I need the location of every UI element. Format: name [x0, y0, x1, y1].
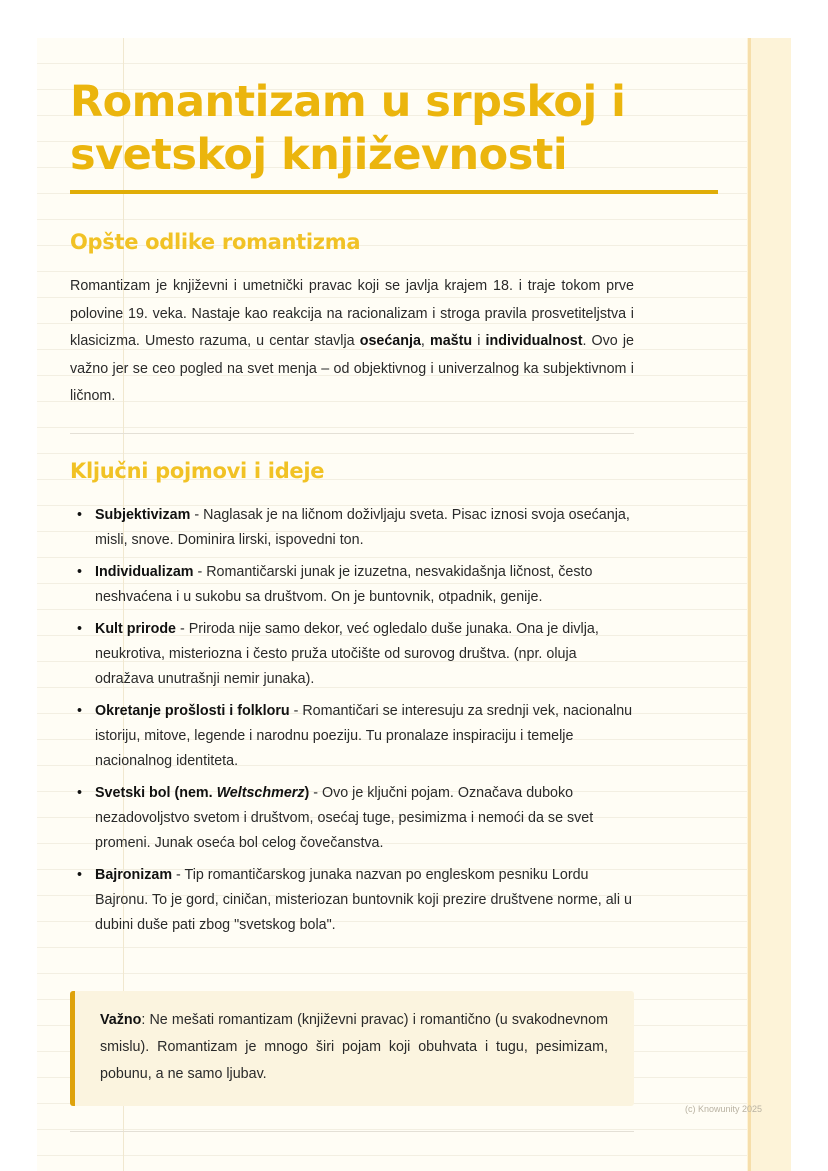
concepts-list: [70, 503, 636, 945]
callout-body: : Ne mešati romantizam (književni pravac) i romantično (u svakodnevnom smislu). Romantizam je mnogo širi pojam koji obuhvata i tugu, pesimizam, pobunu, a ne samo ljubav.: [100, 1012, 608, 1082]
list-item: [70, 617, 636, 692]
bullet-mark: •: [77, 564, 83, 580]
list-item: [70, 503, 636, 553]
concept-text: - Tip romantičarskog junaka nazvan po engleskom pesniku Lordu Bajronu. To je gord, ciničan, misteriozan buntovnik koji prezire društvene norme, ali u dubini duše pati zbog "svetskog bola".: [95, 867, 632, 933]
intro-sep-1: ,: [420, 333, 431, 349]
concept-term-start: Svetski bol (nem.: [95, 785, 217, 801]
concept-term: Okretanje prošlosti i folkloru: [95, 703, 290, 719]
list-item: [70, 699, 636, 774]
section-heading-concepts: Ključni pojmovi i ideje: [70, 459, 325, 483]
copyright-notice: (c) Knowunity 2025: [685, 1104, 763, 1114]
intro-sep-2: i: [472, 333, 486, 349]
concept-text: - Romantičari se interesuju za srednji vek, nacionalnu istoriju, mitove, legende i narodnu poeziju. Tu pronalaze inspiraciju i temelje nacionalnog identiteta.: [95, 703, 633, 769]
concept-text: - Naglasak je na ličnom doživljaju sveta. Pisac iznosi svoja osećanja, misli, snove. Dominira lirski, ispovedni ton.: [95, 507, 630, 548]
concept-text: - Romantičarski junak je izuzetna, nesvakidašnja ličnost, često neshvaćena i u sukobu sa društvom. On je buntovnik, otpadnik, genije.: [95, 564, 593, 605]
intro-bold-feelings: osećanja: [359, 333, 421, 349]
bottom-divider: [70, 1131, 634, 1132]
concept-term: [95, 785, 309, 801]
bullet-mark: •: [77, 785, 83, 801]
bullet-mark: •: [77, 867, 83, 883]
page-title: Romantizam u srpskoj i svetskoj književnosti: [70, 77, 626, 180]
bullet-mark: •: [77, 703, 83, 719]
intro-bold-individuality: individualnost: [485, 333, 583, 349]
important-callout: [70, 991, 634, 1106]
section-divider: [70, 433, 634, 434]
concept-term-italic: Weltschmerz: [216, 785, 305, 801]
concept-text: - Ovo je ključni pojam. Označava duboko nezadovoljstvo svetom i društvom, osećaj tuge, pesimizma i nemoći da se svet promeni. Junak oseća bol celog čovečanstva.: [95, 785, 594, 851]
bullet-mark: •: [77, 507, 83, 523]
concept-term: Bajronizam: [95, 867, 173, 883]
intro-bold-imagination: maštu: [430, 333, 473, 349]
list-item: [70, 560, 636, 610]
section-heading-general: Opšte odlike romantizma: [70, 230, 361, 254]
callout-text: [100, 1007, 608, 1088]
intro-paragraph: [70, 273, 634, 411]
right-margin-line: [748, 38, 751, 1171]
document-page: [37, 38, 791, 1171]
bullet-mark: •: [77, 621, 83, 637]
intro-text-b: . Ovo je važno jer se ceo pogled na svet menja – od objektivnog i univerzalnog ka subjektivnom i ličnom.: [70, 333, 635, 404]
concept-term: Individualizam: [95, 564, 194, 580]
right-margin-strip: [747, 38, 791, 1171]
list-item: [70, 781, 636, 856]
callout-accent-bar: [70, 991, 75, 1106]
concept-text: - Priroda nije samo dekor, već ogledalo duše junaka. Ona je divlja, neukrotiva, misteriozna i često pruža utočište od surovog društva. (npr. oluja odražava unutrašnji nemir junaka).: [95, 621, 599, 687]
concept-term: Kult prirode: [95, 621, 177, 637]
concept-term: Subjektivizam: [95, 507, 191, 523]
callout-label: Važno: [100, 1012, 142, 1028]
concept-term-end: ): [304, 785, 310, 801]
title-underline: [70, 190, 718, 194]
list-item: [70, 863, 636, 938]
intro-text-a: Romantizam je književni i umetnički pravac koji se javlja krajem 18. i traje tokom prve polovine 19. veka. Nastaje kao reakcija na racionalizam i stroga pravila prosvetiteljstva i klasicizma. Umesto razuma, u centar stavlja: [70, 278, 634, 349]
